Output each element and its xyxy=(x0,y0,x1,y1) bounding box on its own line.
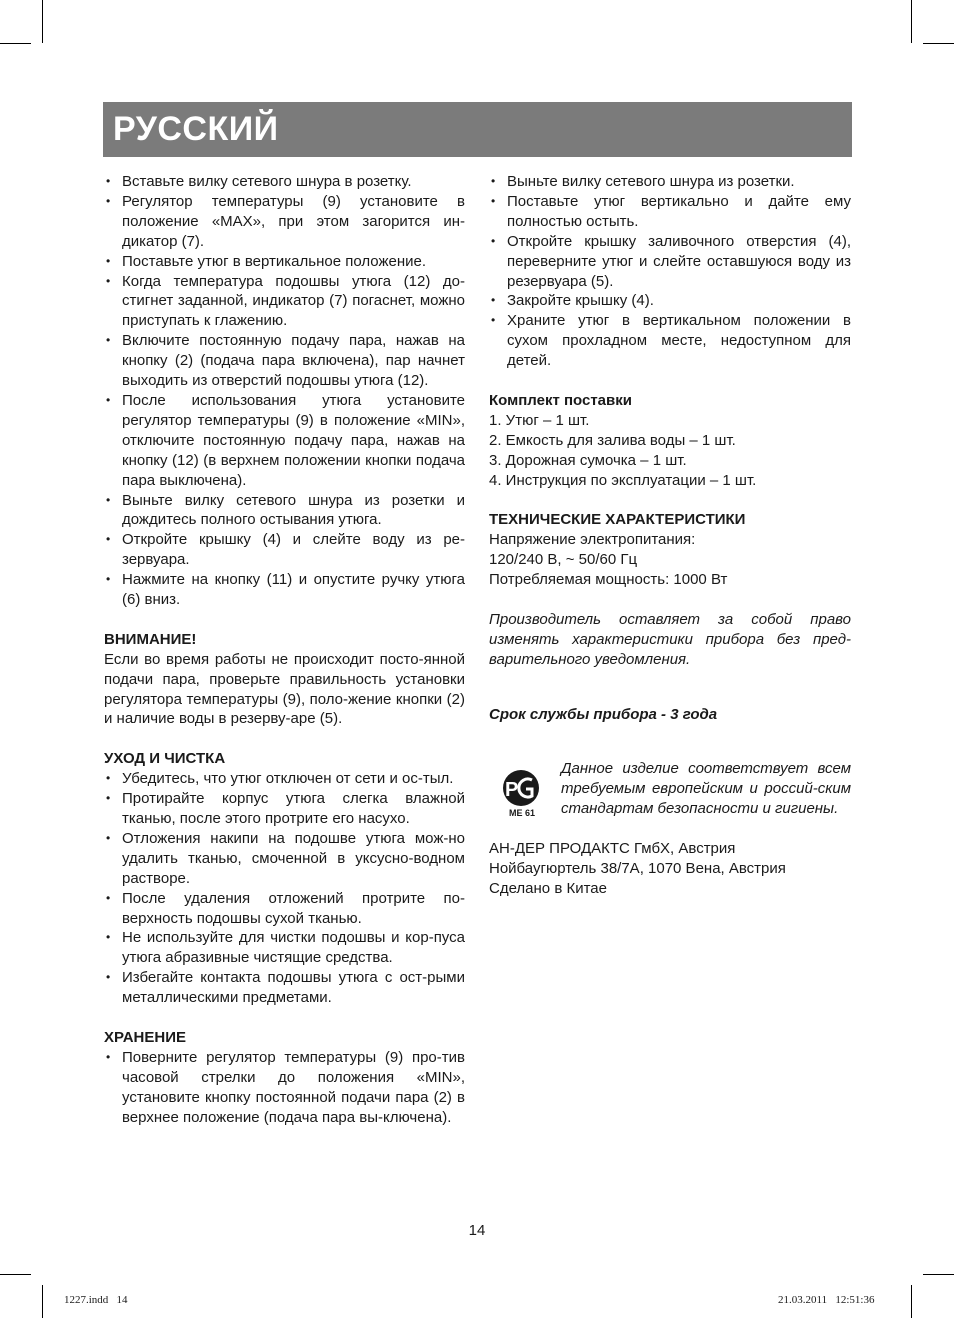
list-item: • Поверните регулятор температуры (9) про-тив часовой стрелки до положения «MIN», установите кнопку постоянной подачи пара (2) в верхнее положение (подача пара вы-ключена). xyxy=(104,1048,465,1128)
certification-code: ME 61 xyxy=(508,808,535,819)
list-item: • Отложения накипи на подошве утюга мож-но удалить тканью, смоченной в уксусно-водном растворе. xyxy=(104,829,465,889)
list-item: • Не используйте для чистки подошвы и кор-пуса утюга абразивные чистящие средства. xyxy=(104,928,465,968)
usage-list xyxy=(104,172,465,610)
crop-mark xyxy=(42,0,43,43)
address-line: АН-ДЕР ПРОДАКТС ГмбХ, Австрия xyxy=(489,839,736,857)
list-item: • После удаления отложений протрите по-верхность подошвы сухой тканью. xyxy=(104,889,465,929)
list-item: • После использования утюга установите регулятор температуры (9) в положение «MIN», отключите постоянную подачу пара, нажав на кнопку (12) (в верхнем положении кнопки подача пара выключена). xyxy=(104,391,465,491)
kit-item: 3. Дорожная сумочка – 1 шт. xyxy=(489,451,687,469)
list-item: • Нажмите на кнопку (11) и опустите ручку утюга (6) вниз. xyxy=(104,570,465,610)
list-item: • Протирайте корпус утюга слегка влажной тканью, после этого протрите его насухо. xyxy=(104,789,465,829)
crop-mark xyxy=(0,1274,31,1275)
tech-heading: ТЕХНИЧЕСКИЕ ХАРАКТЕРИСТИКИ xyxy=(489,511,746,529)
address-line: Нойбаугюртель 38/7А, 1070 Вена, Австрия xyxy=(489,859,786,877)
page-number: 14 xyxy=(468,1222,486,1239)
tech-item: Потребляемая мощность: 1000 Вт xyxy=(489,571,728,589)
list-item: • Когда температура подошвы утюга (12) до-стигнет заданной, индикатор (7) погаснет, можно приступать к глажению. xyxy=(104,272,465,332)
service-life: Срок службы прибора - 3 года xyxy=(489,705,718,723)
list-item: • Выньте вилку сетевого шнура из розетки и дождитесь полного остывания утюга. xyxy=(104,491,465,531)
list-item: • Включите постоянную подачу пара, нажав на кнопку (2) (подача пара включена), пар начнет выходить из отверстий подошвы утюга (12). xyxy=(104,331,465,391)
care-list xyxy=(104,769,465,1008)
svg-text:P: P xyxy=(505,779,519,802)
footer-file: 1227.indd 14 xyxy=(64,1294,128,1306)
storage-heading: ХРАНЕНИЕ xyxy=(104,1028,186,1046)
list-item: • Поставьте утюг вертикально и дайте ему полностью остыть. xyxy=(489,192,851,232)
certification-text: Данное изделие соответствует всем требуемым европейским и россий-ским стандартам безопасности и гигиены. xyxy=(561,760,851,818)
kit-item: 4. Инструкция по эксплуатации – 1 шт. xyxy=(489,471,757,489)
crop-mark xyxy=(42,1285,43,1318)
list-item: • Закройте крышку (4). xyxy=(489,291,851,311)
kit-item: 2. Емкость для залива воды – 1 шт. xyxy=(489,431,736,449)
footer-timestamp: 21.03.2011 12:51:36 xyxy=(778,1294,875,1306)
warning-text: Если во время работы не происходит посто-янной подачи пара, проверьте правильность установки регулятора температуры (9), поло-жение кнопки (2) и наличие воды в резерву-аре (5). xyxy=(104,650,465,728)
list-item: • Выньте вилку сетевого шнура из розетки. xyxy=(489,172,851,192)
list-item: • Избегайте контакта подошвы утюга с ост-рыми металлическими предметами. xyxy=(104,968,465,1008)
section-title-bar xyxy=(103,102,852,157)
list-item: • Откройте крышку (4) и слейте воду из ре-зервуара. xyxy=(104,530,465,570)
list-item: • Откройте крышку заливочного отверстия (4), переверните утюг и слейте оставшуюся воду из резервуара (5). xyxy=(489,232,851,292)
storage-list-continued xyxy=(489,172,851,371)
section-title: РУССКИЙ xyxy=(113,110,279,148)
list-item: • Убедитесь, что утюг отключен от сети и ос-тыл. xyxy=(104,769,465,789)
crop-mark xyxy=(0,43,31,44)
list-item: • Поставьте утюг в вертикальное положение. xyxy=(104,252,465,272)
manufacturer-note: Производитель оставляет за собой право изменять характеристики прибора без пред-варительного уведомления. xyxy=(489,610,851,668)
right-column xyxy=(489,172,851,899)
tech-item: Напряжение электропитания: xyxy=(489,531,696,549)
list-item: • Вставьте вилку сетевого шнура в розетку. xyxy=(104,172,465,192)
tech-item: 120/240 В, ~ 50/60 Гц xyxy=(489,551,638,569)
warning-heading: ВНИМАНИЕ! xyxy=(104,630,197,648)
list-item: • Храните утюг в вертикальном положении в сухом прохладном месте, недоступном для детей. xyxy=(489,311,851,371)
crop-mark xyxy=(911,1285,912,1318)
crop-mark xyxy=(923,1274,954,1275)
left-column xyxy=(104,172,465,1127)
kit-heading: Комплект поставки xyxy=(489,391,632,409)
kit-item: 1. Утюг – 1 шт. xyxy=(489,411,590,429)
storage-list xyxy=(104,1048,465,1128)
list-item: • Регулятор температуры (9) установите в положение «MAX», при этом загорится ин-дикатор (7). xyxy=(104,192,465,252)
crop-mark xyxy=(911,0,912,43)
certification-block xyxy=(489,759,851,819)
care-heading: УХОД И ЧИСТКА xyxy=(104,750,226,768)
address-line: Сделано в Китае xyxy=(489,879,607,897)
certification-logo-icon xyxy=(499,767,545,819)
crop-mark xyxy=(923,43,954,44)
